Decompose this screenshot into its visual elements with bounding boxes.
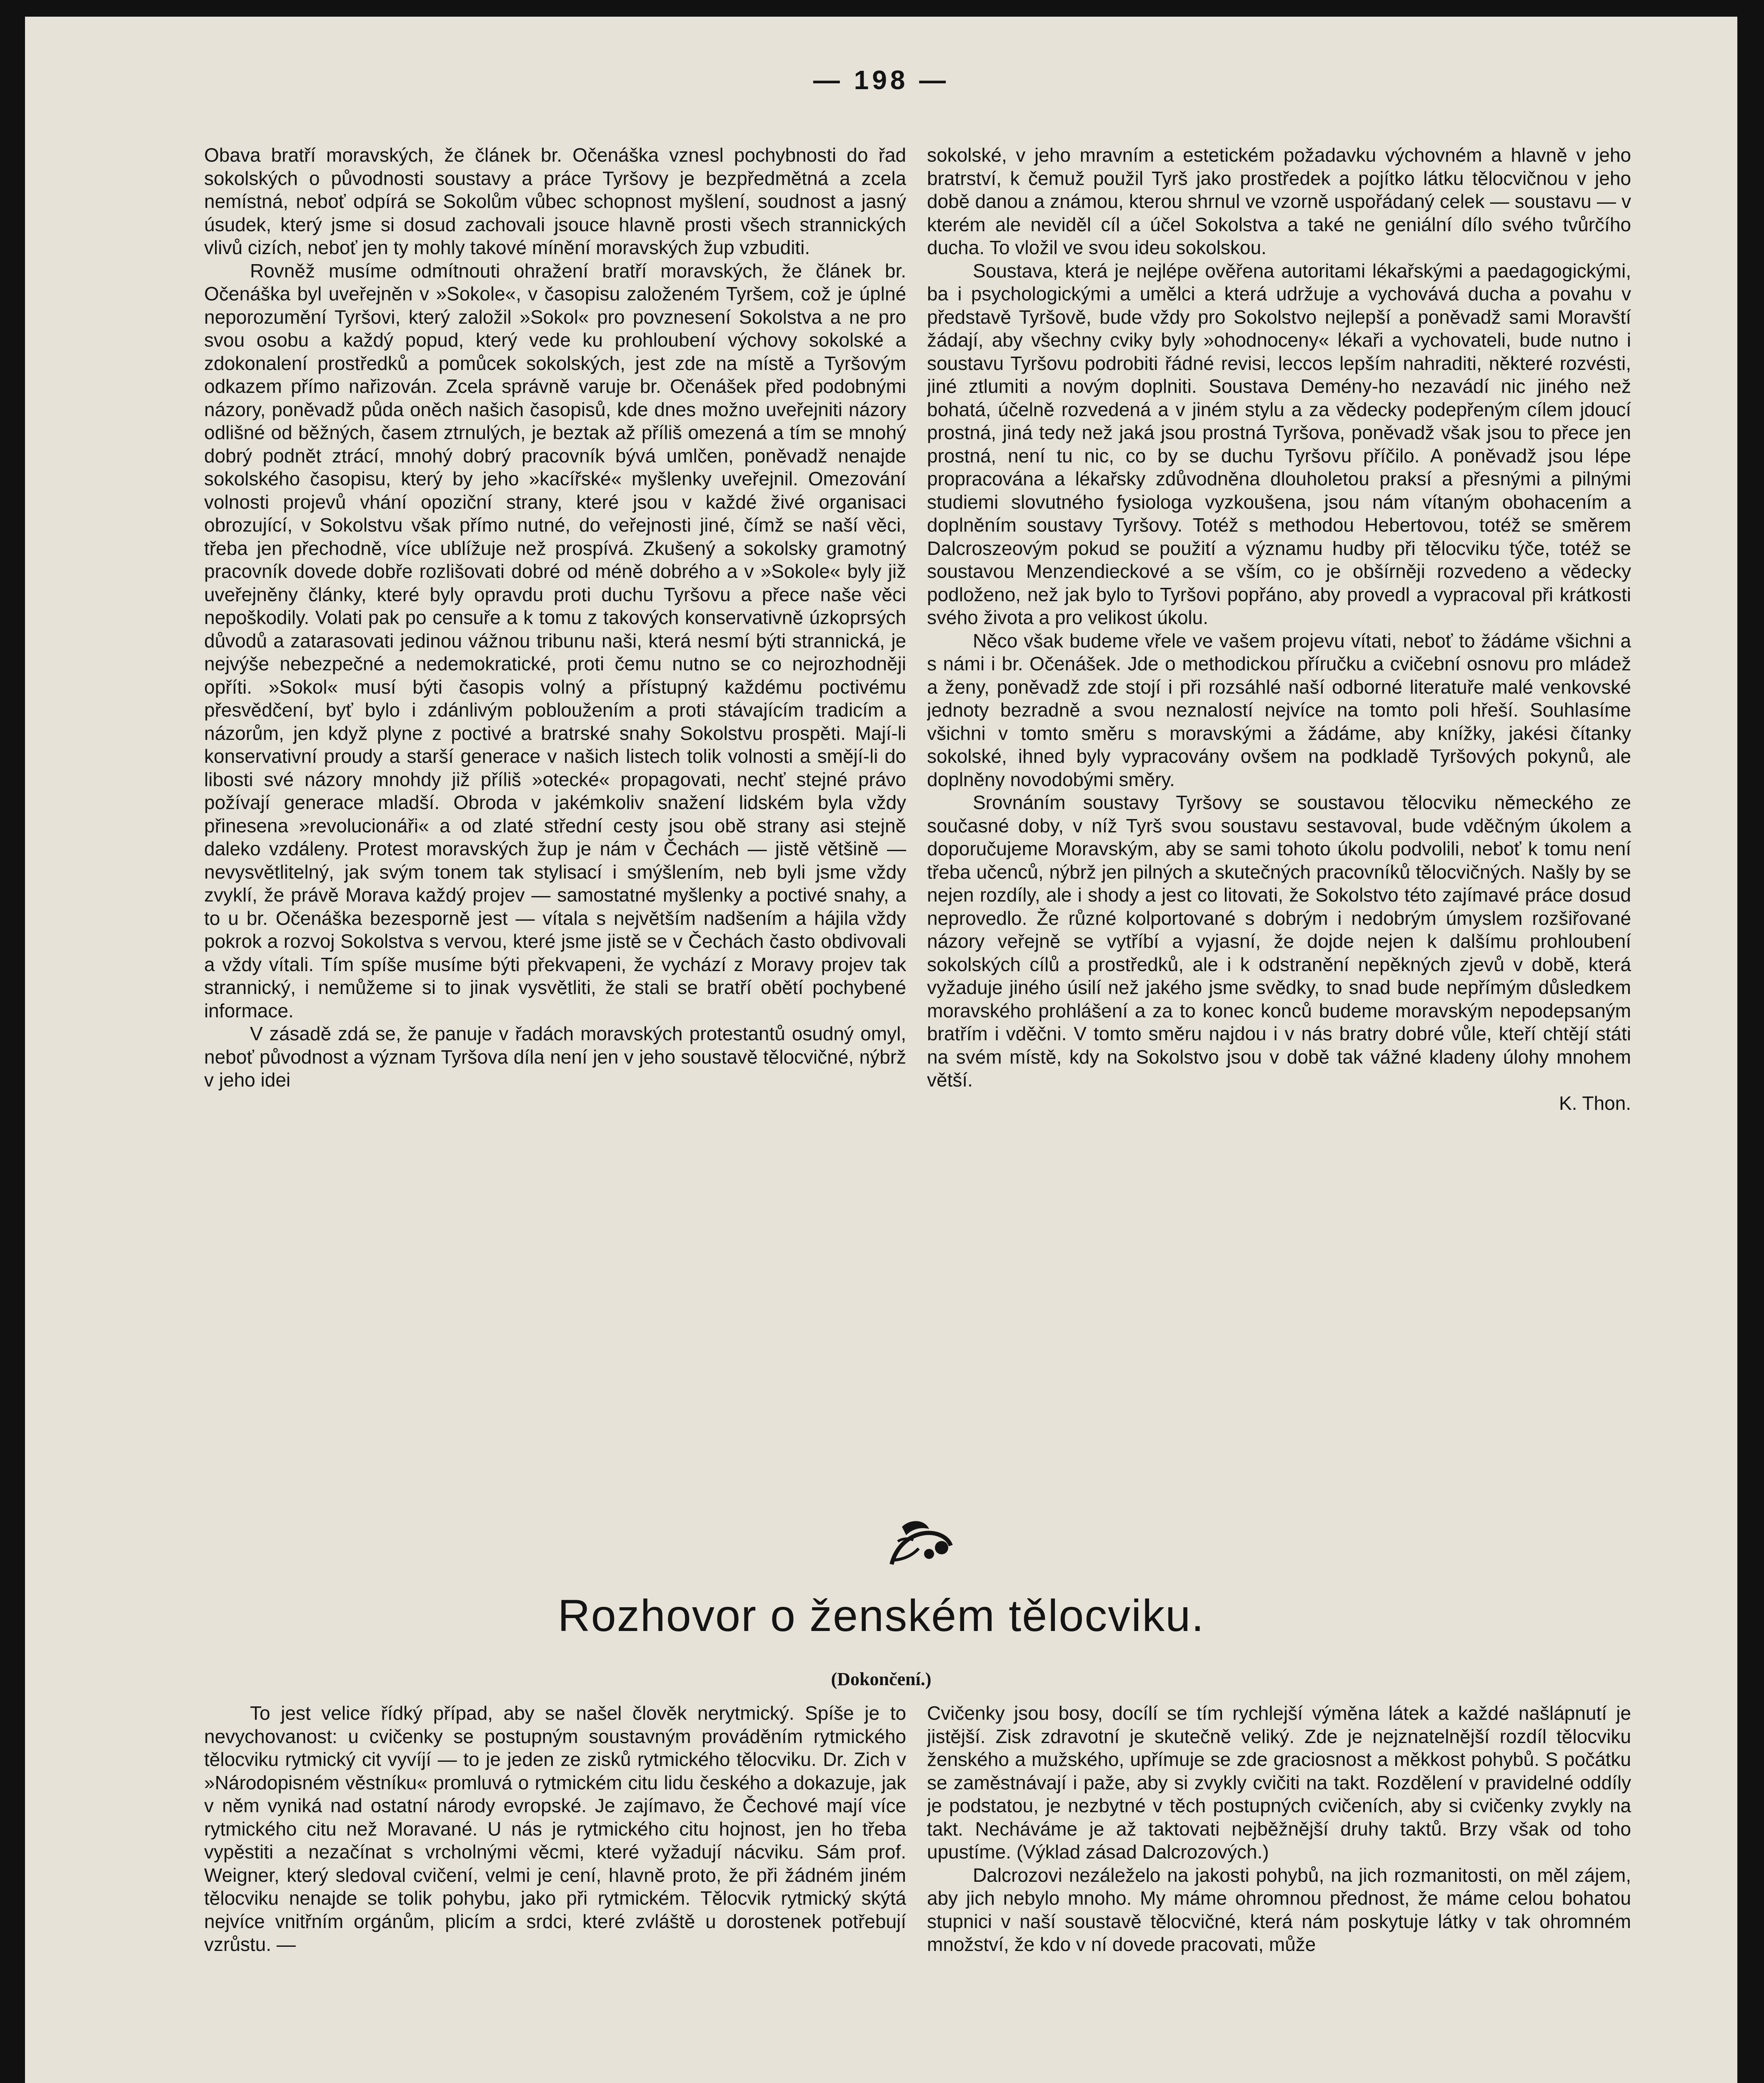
article1-col1-para-2: Rovněž musíme odmítnouti ohražení bratří moravských, že článek br. Očenáška byl uveřejněn v »Sokole«, v časopisu založeném Tyršem, což je úplné neporozumění Tyršovi, který založil »Sokol« pro povznesení Sokolstva a ne pro svou osobu a každý popud, který vede ku prohloubení výchovy sokolské a zdokonalení prostředků a pomůcek sokolských, jest zde na místě a Tyršovým odkazem přímo nařizován. Zcela správně varuje br. Očenášek před podobnými názory, poněvadž půda oněch našich časopisů, kde dnes možno uveřejniti názory odlišné od běžných, časem ztrnulých, je beztak až příliš omezená a tím se mnohý dobrý podnět ztrácí, mnohý dobrý pracovník bývá umlčen, poněvadž nenajde sokolského časopisu, který by jeho »kacířské« myšlenky uveřejnil. Omezování volnosti projevů vhání opoziční strany, které jsou v každé živé organisaci obrozující, v Sokolstvu však přímo nutné, do veřejnosti jiné, čímž se naší věci, třeba jen přechodně, více ublížuje než prospívá. Zkušený a sokolsky gramotný pracovník dovede dobře rozlišovati dobré od méně dobrého a v »Sokole« byly již uveřejněny články, které byly opravdu proti duchu Tyršovu a přece naše věci nepoškodily. Volati pak po censuře a k tomu z takových konservativně úzkoprsých důvodů a zatarasovati jedinou vážnou tribunu naši, která nesmí býti strannická, je nejvýše nebezpečné a nedemokratické, proti čemu nutno se co nejrozhodněji opříti. »Sokol« musí býti časopis volný a přístupný každému poctivému přesvědčení, byť bylo i zdánlivým pobloužením a proti stávajícím tradicím a názorům, jen když plyne z poctivé a bratrské snahy Sokolstvu prospěti. Mají-li konservativní proudy a starší generace v našich listech tolik volnosti a smějí-li do libosti své názory mnohdy již příliš »otecké« propagovati, nechť stejné právo požívají generace mladší. Obroda v jakémkoliv snažení lidském byla vždy přinesena »revolucionáři« a od zlaté střední cesty jsou obě strany asi stejně daleko vzdáleny. Protest moravských žup je nám v Čechách — jistě většině — nevysvětlitelný, jak svým tonem tak stylisací i smýšlením, neb byli jsme vždy zvyklí, že právě Morava každý projev — samostatné myšlenky a poctivé snahy, a to u br. Očenáška bezesporně jest — vítala s největším nadšením a hájila vždy pokrok a rozvoj Sokolstva s vervou, které jsme jistě se v Čechách často obdivovali a vždy vítali. Tím spíše musíme býti překvapeni, že vychází z Moravy projev tak strannický, i nemůžeme si to jinak vysvětliti, že stali se bratří obětí pochybené informace. [204,260,906,1022]
page-number: — 198 — [813,65,949,95]
article1-col2-para-2: Soustava, která je nejlépe ověřena autoritami lékařskými a paedagogickými, ba i psychologickými a umělci a která udržuje a vychovává ducha a povahu v představě Tyršově, bude vždy pro Sokolstvo nejlepší a poněvadž sami Moravští žádají, aby všechny cviky byly »ohodnoceny« lékaři a vychovateli, bude nutno i soustavu Tyršovu podrobiti řádné revisi, leccos lepším nahraditi, některé rozvésti, jiné ztlumiti a novým doplniti. Soustava Demény-ho nezavádí nic jiného než bohatá, účelně rozvedená a v jiném stylu a za vědecky podepřeným cílem jdoucí prostná, jiná tedy než jaká jsou prostná Tyršova, poněvadž však jsou to přece jen prostná, není tu nic, co by se duchu Tyršovu příčilo. A poněvadž jsou lépe propracována a lékařsky zdůvodněna dlouholetou praksí a přesnými a pilnými studiemi slovutného fysiologa vyzkoušena, jsou nám vítaným obohacením a doplněním soustavy Tyršovy. Totéž s methodou Hebertovou, totéž se směrem Dalcroszeovým pokud se použití a významu hudby při tělocviku týče, totéž se soustavou Menzendieckové a se vším, co je obšírněji rozvedeno a vědecky podloženo, než jak bylo to Tyršovi popřáno, aby provedl a vypracoval při krátkosti svého života a pro velikost úkolu. [927,260,1631,628]
article2-col2-para-1: Cvičenky jsou bosy, docílí se tím rychlejší výměna látek a každé našlápnutí je jistější. Zisk zdravotní je skutečně veliký. Zde je nejznatelnější rozdíl tělocviku ženského a mužského, upřímuje se zde graciosnost a měkkost pohybů. S počátku se zaměstnávají i paže, aby si zvykly cvičiti na takt. Rozdělení v pravidelné oddíly je podstatou, je nezbytné v těch postupných cvičeních, aby si cvičenky zvykly na takt. Necháváme je až taktovati nejběžnější druhy taktů. Brzy však od toho upustíme. (Výklad zásad Dalcrozových.) [927,1702,1631,1863]
article1-col2-para-4: Srovnáním soustavy Tyršovy se soustavou tělocviku německého ze současné doby, v níž Tyrš svou soustavu sestavoval, bude vděčným úkolem a doporučujeme Moravským, aby se sami tohoto úkolu podvolili, neboť k tomu není třeba učenců, nýbrž jen pilných a skutečných pracovníků tělocvičných. Našly by se nejen rozdíly, ale i shody a jest co litovati, že Sokolstvo této zajímavé práce dosud neprovedlo. Že různé kolportované s dobrým i nedobrým úmyslem rozšiřované názory veřejně se vytříbí a vyjasní, že dojde nejen k dalšímu prohloubení sokolských cílů a prostředků, ale i k odstranění nepěkných zjevů v době, která vyžaduje jiného úsilí než jakého jsme svědky, to snad bude nepřímým důsledkem moravského prohlášení a za to konec konců budeme moravským nepodepsaným bratřím i vděčni. V tomto směru najdou i v nás bratry dobré vůle, kteří chtějí státi na svém místě, kdy na Sokolstvo jsou v době tak vážné kladeny úlohy mnohem větší. [927,792,1631,1091]
article1-col2-para-1: sokolské, v jeho mravním a estetickém požadavku výchovném a hlavně v jeho bratrství, k čemuž použil Tyrš jako prostředek a pojítko látku tělocvičnou v jeho době danou a známou, kterou shrnul ve vzorně uspořádaný celek — soustavu — v kterém ale neviděl cíl a účel Sokolstva a také ne geniální dílo svého tvůrčího ducha. To vložil ve svou ideu sokolskou. [927,144,1631,258]
article2-column-right [927,1702,1631,2083]
floral-ornament-icon [879,1510,958,1577]
article2-col1-para-1: To jest velice řídký případ, aby se našel člověk nerytmický. Spíše je to nevychovanost: u cvičenky se postupným soustavným prováděním rytmického tělocviku rytmický cit vyvíjí — to je jeden ze zisků rytmického tělocviku. Dr. Zich v »Národopisném věstníku« promluvá o rytmickém citu lidu českého a dokazuje, jak v něm vyniká nad ostatní národy evropské. Je zajímavo, že Čechové mají více rytmického citu než Moravané. U nás je rytmického citu hojnost, jen ho třeba vypěstiti a nezačínat s vrcholnými věcmi, které vyžadují nácviku. Sám prof. Weigner, který sledoval cvičení, velmi je cení, hlavně proto, že při žádném jiném tělocviku nenajde se tolik pohybu, jako při rytmickém. Tělocvik rytmický skýtá nejvíce vnitřním orgánům, plicím a srdci, které zvláště u dorostenek potřebují vzrůstu. — [204,1702,906,1955]
article1-column-right [927,144,1631,1514]
article2-col2-para-2: Dalcrozovi nezáleželo na jakosti pohybů, na jich rozmanitosti, on měl zájem, aby jich nebylo mnoho. My máme ohromnou přednost, že máme celou bohatou stupnici v naší soustavě tělocvičné, která nám poskytuje látky v tak ohromném množství, že kdo v ní dovede pracovati, může [927,1864,1631,1955]
article2-subtitle: (Dokončení.) [831,1669,932,1689]
article1-signature: K. Thon. [1559,1092,1631,1114]
article1-column-left [204,144,906,1514]
article1-col1-para-1: Obava bratří moravských, že článek br. Očenáška vznesl pochybnosti do řad sokolských o původnosti soustavy a práce Tyršovy je bezpředmětná a zcela nemístná, neboť odpírá se Sokolům vůbec schopnost myšlení, soudnost a jasný úsudek, který jsme si dosud zachovali jsouce hlavně prosti všech strannických vlivů cizích, neboť jen ty mohly takové mínění moravských žup vzbuditi. [204,144,906,258]
article2-column-left [204,1702,906,2083]
article1-col2-para-3: Něco však budeme vřele ve vašem projevu vítati, neboť to žádáme všichni a s námi i br. Očenášek. Jde o methodickou příručku a cvičební osnovu pro mládež a ženy, poněvadž zde stojí i při rozsáhlé naší odborné literatuře malé venkovské jednoty bezradně a svou neznalostí nejvíce na tomto poli hřeší. Souhlasíme všichni v tomto směru s moravskými a žádáme, aby knížky, jakési čítanky sokolské, ihned byly vypracovány ovšem na podkladě Tyršových pokynů, ale doplněny novodobými směry. [927,629,1631,790]
article1-col1-para-3: V zásadě zdá se, že panuje v řadách moravských protestantů osudný omyl, neboť původnost a význam Tyršova díla není jen v jeho soustavě tělocvičné, nýbrž v jeho idei [204,1023,906,1091]
page-sheet [25,17,1737,2083]
article2-title: Rozhovor o ženském tělocviku. [557,1590,1205,1641]
